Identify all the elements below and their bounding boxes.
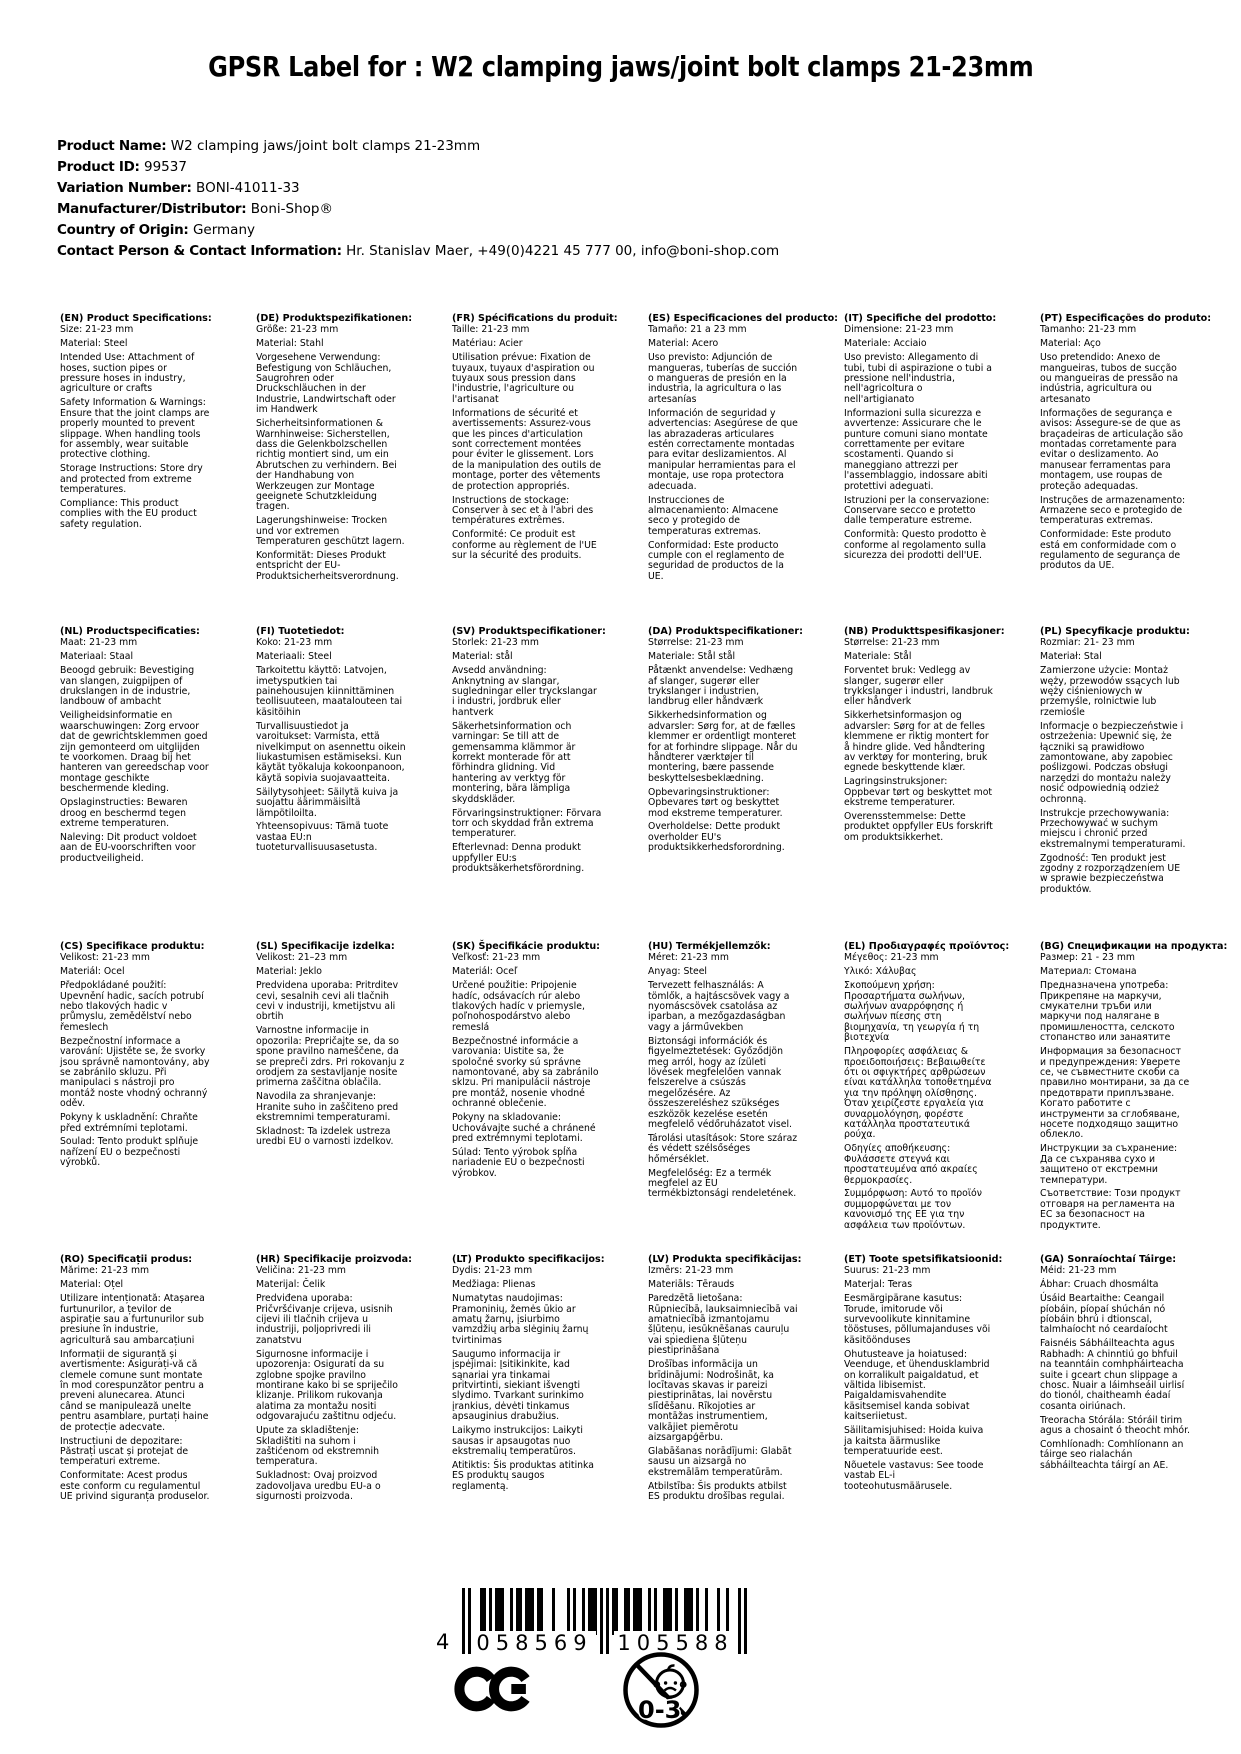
lang-block-heading: (RO) Specificații produs: xyxy=(60,1254,193,1265)
lang-block-paragraph: Rozmiar: 21- 23 mm xyxy=(1040,637,1135,649)
lang-block-paragraph: Material: Aço xyxy=(1040,338,1101,350)
lang-block-paragraph: Velikost: 21–23 mm xyxy=(256,952,348,964)
lang-block-heading: (BG) Спецификации на продукта: xyxy=(1040,941,1228,952)
lang-block-paragraph: Koko: 21-23 mm xyxy=(256,637,333,649)
lang-block-paragraph: Varnostne informacije in opozorila: Prepričajte se, da so spone pravilno nameščene, da se prepreči zdrs. Pri rokovanju z orodjem za sestavljanje nosite primerna zaščitna oblačila. xyxy=(256,1025,405,1089)
lang-block-paragraph: Conformidade: Este produto está em conformidade com o regulamento de segurança de produtos da UE. xyxy=(1040,529,1181,572)
lang-block-paragraph: Opslaginstructies: Bewaren droog en beschermd tegen extreme temperaturen. xyxy=(60,797,188,829)
lang-block-paragraph: Opbevaringsinstruktioner: Opbevares tørt og beskyttet mod ekstreme temperaturer. xyxy=(648,786,783,819)
lang-block-paragraph: Tarkoitettu käyttö: Latvojen, imetysputkien tai painehousujen kiinnittäminen teollisuuteen, maatalouteen tai käsitöihin xyxy=(256,665,403,718)
lang-block-heading: (LV) Produkta specifikācijas: xyxy=(648,1254,802,1265)
lang-block-paragraph: Materiál: Oceľ xyxy=(452,966,518,978)
lang-block-paragraph: Materijal: Čelik xyxy=(256,1279,326,1291)
lang-block-nb xyxy=(844,626,1005,942)
lang-block-paragraph: Atbilstība: Šis produkts atbilst ES produktu drošības regulai. xyxy=(648,1480,787,1503)
lang-block-paragraph: Tárolási utasítások: Store száraz és védett szélsőséges hőmérséklet. xyxy=(648,1132,798,1165)
lang-block-heading: (FI) Tuotetiedot: xyxy=(256,626,345,637)
lang-block-paragraph: Bezpečnostní informace a varování: Ujistěte se, že svorky jsou správně namontovány, aby se zabránilo skluzu. Při manipulaci s nástroji pro montáž noste vhodný ochranný oděv. xyxy=(60,1035,210,1110)
lang-block-paragraph: Tamaño: 21 a 23 mm xyxy=(648,324,747,336)
lang-block-paragraph: Sukladnost: Ovaj proizvod zadovoljava uredbu EU-a o sigurnosti proizvoda. xyxy=(256,1470,381,1503)
lang-block-paragraph: Материал: Стомана xyxy=(1040,966,1137,978)
lang-block-en xyxy=(60,314,210,627)
header-field-label: Variation Number: xyxy=(57,180,197,196)
lang-block-paragraph: Materiál: Ocel xyxy=(60,966,125,978)
lang-block-hr xyxy=(256,1254,412,1503)
lang-block-heading: (PL) Specyfikacje produktu: xyxy=(1040,626,1190,637)
lang-block-paragraph: Bezpečnostné informácie a varovania: Uistite sa, že spoločné svorky sú správne namontované, aby sa zabránilo sklzu. Pri manipulácii nástroje pre montáž, nosenie vhodné ochranné oblečenie. xyxy=(452,1035,599,1110)
lang-block-et xyxy=(844,1254,1003,1502)
lang-block-paragraph: Zamierzone użycie: Montaż węży, przewodów ssących lub węży ciśnieniowych w przemyśle, rolnictwie lub rzemiośle xyxy=(1040,665,1180,718)
lang-block-paragraph: Предназначена употреба: Прикрепяне на маркучи, смукателни тръби или маркучи под налягане в промишлеността, селското стопанство или занаятите xyxy=(1040,980,1175,1044)
header-field-label: Product Name: xyxy=(57,138,171,154)
lang-block-paragraph: Paredzētā lietošana: Rūpniecībā, lauksaimniecībā vai amatniecībā izmantojamu šļūteņu, iesūknēšanas cauruļu vai spiediena šļūteņu piestiprināšana xyxy=(648,1293,798,1357)
header-field xyxy=(57,157,779,178)
lang-block-paragraph: Conformité: Ce produit est conforme au règlement de l'UE sur la sécurité des produits. xyxy=(452,529,597,562)
header-field-value: BONI-41011-33 xyxy=(196,180,300,196)
page-title-text: GPSR Label for : W2 clamping jaws/joint bolt clamps 21-23mm xyxy=(207,50,1034,83)
lang-block-paragraph: Konformität: Dieses Produkt entspricht der EU-Produktsicherheitsverordnung. xyxy=(256,550,399,582)
lang-block-heading: (NB) Produkttspesifikasjoner: xyxy=(844,626,1005,637)
lang-block-paragraph: Säilitamisjuhised: Hoida kuiva ja kaitsta äärmuslike temperatuuride eest. xyxy=(844,1425,984,1457)
lang-block-paragraph: Suurus: 21-23 mm xyxy=(844,1265,931,1277)
barcode xyxy=(436,1588,747,1655)
lang-block-paragraph: Størrelse: 21-23 mm xyxy=(648,637,744,649)
lang-block-paragraph: Размер: 21 - 23 mm xyxy=(1040,952,1135,964)
lang-block-paragraph: Úsáid Beartaithe: Ceangail píobáin, píopaí shúchán nó píobáin bhrú i dtionscal, talmhaíocht nó ceardaíocht xyxy=(1040,1293,1168,1336)
header-field-label: Product ID: xyxy=(57,159,144,175)
lang-block-paragraph: Informații de siguranță și avertismente: Asigurați-vă că clemele comune sunt montate în mod corespunzător pentru a preveni alunecarea. Atunci când se manipulează unelte pentru asamblare, purtați haine de protecție adecvate. xyxy=(60,1348,209,1433)
lang-block-paragraph: Navodila za shranjevanje: Hranite suho in zaščiteno pred ekstremnimi temperaturami. xyxy=(256,1091,399,1124)
lang-block-fr xyxy=(452,313,618,627)
lang-block-paragraph: Avsedd användning: Anknytning av slangar, sugledningar eller tryckslangar i industri, jordbruk eller hantverk xyxy=(452,665,597,718)
lang-block-paragraph: Beoogd gebruik: Bevestiging van slangen, zuigpijpen of drukslangen in de industrie, landbouw of ambacht xyxy=(60,665,195,708)
lang-block-paragraph: Materiaal: Staal xyxy=(60,651,134,663)
lang-block-paragraph: Yhteensopivuus: Tämä tuote vastaa EU:n tuoteturvallisuusasetusta. xyxy=(256,821,389,854)
lang-block-heading: (ES) Especificaciones del producto: xyxy=(648,313,839,324)
header-field-label: Manufacturer/Distributor: xyxy=(57,201,251,217)
lang-block-sv xyxy=(452,626,606,942)
lang-block-paragraph: Compliance: This product complies with the EU product safety regulation. xyxy=(60,498,197,530)
lang-block-paragraph: Material: Acero xyxy=(648,338,719,350)
lang-block-paragraph: Sikkerhedsinformation og advarsler: Sørg for, at de fælles klemmer er ordentligt monteret for at forhindre slippage. Når du håndterer værktøjer til montering, bære passende beskyttelsesbeklædning. xyxy=(648,710,798,784)
lang-block-heading: (PT) Especificações do produto: xyxy=(1040,313,1212,324)
lang-block-heading: (EN) Product Specifications: xyxy=(60,313,212,324)
age-warning-text: 0-3 xyxy=(638,1696,682,1724)
lang-block-heading: (DA) Produktspecifikationer: xyxy=(648,626,803,637)
lang-block-paragraph: Medžiaga: Plienas xyxy=(452,1279,536,1291)
lang-block-heading: (EL) Προδιαγραφές προϊόντος: xyxy=(844,941,1010,952)
header-field xyxy=(57,199,779,220)
lang-block-heading: (SK) Špecifikácie produktu: xyxy=(452,941,601,952)
lang-block-paragraph: Informações de segurança e avisos: Assegure-se de que as braçadeiras de articulação são montadas corretamente para evitar o deslizamento. Ao manusear ferramentas para montagem, use roupas de proteção adequadas. xyxy=(1040,407,1184,492)
lang-block-heading: (ET) Toote spetsifikatsioonid: xyxy=(844,1254,1003,1265)
lang-block-pt xyxy=(1040,313,1212,627)
lang-block-paragraph: Istruzioni per la conservazione: Conservare secco e protetto dalle temperature estreme. xyxy=(844,494,990,527)
header-field xyxy=(57,178,779,199)
lang-block-heading: (NL) Productspecificaties: xyxy=(60,626,200,637)
lang-block-de xyxy=(256,313,413,627)
baby-face-icon xyxy=(657,1670,684,1697)
lang-block-lt xyxy=(452,1254,605,1502)
lang-block-paragraph: Dydis: 21-23 mm xyxy=(452,1265,533,1277)
lang-block-paragraph: Safety Information & Warnings: Ensure that the joint clamps are properly mounted to prevent slippage. When handling tools for assembly, wear suitable protective clothing. xyxy=(60,397,210,461)
lang-block-paragraph: Storage Instructions: Store dry and protected from extreme temperatures. xyxy=(60,463,203,496)
lang-block-paragraph: Μέγεθος: 21-23 mm xyxy=(844,952,939,964)
lang-block-bg xyxy=(1040,941,1228,1255)
lang-block-paragraph: Material: stål xyxy=(452,651,513,663)
lang-block-paragraph: Informacje o bezpieczeństwie i ostrzeżenia: Upewnić się, że łączniki są prawidłowo zamontowane, aby zapobiec poślizgowi. Podczas obsługi narzędzi do montażu należy nosić odpowiednią odzież ochronną. xyxy=(1040,720,1184,805)
lang-block-paragraph: Mărime: 21-23 mm xyxy=(60,1265,150,1277)
product-info xyxy=(57,136,779,262)
lang-block-heading: (SL) Specifikacije izdelka: xyxy=(256,941,395,952)
header-field-label: Country of Origin: xyxy=(57,222,193,238)
lang-block-paragraph: Materiāls: Tērauds xyxy=(648,1279,735,1291)
lang-block-paragraph: Storlek: 21-23 mm xyxy=(452,637,539,649)
lang-block-paragraph: Materiale: Stål xyxy=(844,651,912,663)
lang-block-paragraph: Conformidad: Este producto cumple con el reglamento de seguridad de productos de la UE. xyxy=(648,539,785,582)
lang-block-paragraph: Veličina: 21-23 mm xyxy=(256,1265,346,1277)
lang-block-paragraph: Faisnéis Sábháilteachta agus Rabhadh: A chinntiú go bhfuil na teanntáin comhpháirteacha suite i gceart chun slippage a chosc. Nuair a láimhseáil uirlisí do tionól, chaitheamh éadaí cosanta oiriúnach. xyxy=(1040,1338,1185,1412)
lang-block-paragraph: Lagerungshinweise: Trocken und vor extremen Temperaturen geschützt lagern. xyxy=(256,515,405,548)
lang-block-paragraph: Tamanho: 21-23 mm xyxy=(1040,324,1137,336)
lang-block-paragraph: Instrucciones de almacenamiento: Almacene seco y protegido de temperaturas extremas. xyxy=(648,494,779,537)
lang-block-paragraph: Předpokládané použití: Upevnění hadic, sacích potrubí nebo tlakových hadic v průmyslu, zemědělství nebo řemeslech xyxy=(60,980,204,1033)
lang-block-heading: (HU) Termékjellemzők: xyxy=(648,941,771,952)
lang-block-paragraph: Πληροφορίες ασφάλειας & προειδοποιήσεις: Βεβαιωθείτε ότι οι σφιγκτήρες αρθρώσεων είναι κατάλληλα τοποθετημένα για την πρόληψη ολίσθησης. Όταν χειρίζεστε εργαλεία για συναρμολόγηση, φορέστε κατάλληλα προστατευτικά ρούχα. xyxy=(844,1046,992,1141)
lang-block-paragraph: Overensstemmelse: Dette produktet oppfyller EUs forskrift om produktsikkerhet. xyxy=(844,811,993,843)
lang-block-heading: (IT) Specifiche del prodotto: xyxy=(844,313,997,324)
header-field-value: W2 clamping jaws/joint bolt clamps 21-23mm xyxy=(170,138,481,154)
lang-block-paragraph: Dimensione: 21-23 mm xyxy=(844,324,954,336)
lang-block-paragraph: Instructions de stockage: Conserver à sec et à l'abri des températures extrêmes. xyxy=(452,494,594,527)
barcode-first-digit: 4 xyxy=(436,1630,450,1654)
lang-block-cs xyxy=(60,942,210,1255)
lang-block-paragraph: Laikymo instrukcijos: Laikyti sausas ir apsaugotas nuo ekstremalių temperatūros. xyxy=(452,1425,583,1457)
lang-block-paragraph: Инструкции за съхранение: Да се съхранява сухо и защитено от екстремни температури. xyxy=(1040,1143,1178,1186)
lang-block-sk xyxy=(452,942,602,1255)
lang-block-paragraph: Maat: 21-23 mm xyxy=(60,637,138,649)
lang-block-paragraph: Matériau: Acier xyxy=(452,338,523,350)
lang-block-paragraph: Materiaali: Steel xyxy=(256,651,332,663)
lang-block-paragraph: Material: Steel xyxy=(60,338,128,350)
lang-block-paragraph: Intended Use: Attachment of hoses, suction pipes or pressure hoses in industry, agriculture or crafts xyxy=(60,352,195,395)
lang-block-paragraph: Efterlevnad: Denna produkt uppfyller EU:s produktsäkerhetsförordning. xyxy=(452,842,585,875)
lang-block-paragraph: Lagringsinstruksjoner: Oppbevar tørt og beskyttet mot ekstreme temperaturer. xyxy=(844,776,993,809)
lang-block-paragraph: Sicherheitsinformationen & Warnhinweise: Sicherstellen, dass die Gelenkbolzschellen richtig montiert sind, um ein Abrutschen zu verhindern. Bei der Handhabung von Werkzeugen zur Montage geeignete Schutzkleidung tragen. xyxy=(256,418,397,513)
lang-block-paragraph: Soulad: Tento produkt splňuje nařízení EU o bezpečnosti výrobků. xyxy=(60,1136,199,1169)
lang-block-paragraph: Naleving: Dit product voldoet aan de EU-voorschriften voor productveiligheid. xyxy=(60,831,197,864)
lang-block-heading: (GA) Sonraíochtaí Táirge: xyxy=(1040,1254,1177,1265)
lang-block-paragraph: Biztonsági információk és figyelmeztetések: Győződjön meg arról, hogy az ízületi lövések megfelelően vannak felszerelve a csúszás megelőzésére. Az összeszereléshez szükséges eszközök kezelése esetén megfelelő védőruházatot visel. xyxy=(648,1035,793,1130)
lang-block-paragraph: Material: Jeklo xyxy=(256,966,322,978)
lang-block-paragraph: Συμμόρφωση: Αυτό το προϊόν συμμορφώνεται με τον κανονισμό της ΕΕ για την ασφάλεια των προϊόντων. xyxy=(844,1188,982,1231)
lang-block-paragraph: Veiligheidsinformatie en waarschuwingen: Zorg ervoor dat de gewrichtsklemmen goed zijn gemonteerd om uitglijden te voorkomen. Draag bij het hanteren van gereedschap voor montage geschikte beschermende kleding. xyxy=(60,710,209,795)
lang-block-paragraph: Zgodność: Ten produkt jest zgodny z rozporządzeniem UE w sprawie bezpieczeństwa produktów. xyxy=(1040,852,1181,895)
lang-block-paragraph: Materjal: Teras xyxy=(844,1279,913,1291)
lang-block-paragraph: Υλικό: Χάλυβας xyxy=(844,966,917,978)
lang-block-hu xyxy=(648,942,798,1255)
lang-block-paragraph: Predvidena uporaba: Pritrditev cevi, sesalnih cevi ali tlačnih cevi v industriji, kmetijstvu ali obrtih xyxy=(256,980,399,1023)
lang-block-paragraph: Skladnost: Ta izdelek ustreza uredbi EU o varnosti izdelkov. xyxy=(256,1126,394,1148)
lang-block-paragraph: Méret: 21-23 mm xyxy=(648,952,729,964)
age-warning-0-3-icon xyxy=(622,1651,700,1733)
lang-block-paragraph: Súlad: Tento výrobok spĺňa nariadenie EÚ o bezpečnosti výrobkov. xyxy=(452,1146,585,1179)
page-title xyxy=(0,50,1241,83)
lang-block-paragraph: Pokyny na skladovanie: Uchovávajte suché a chránené pred extrémnymi teplotami. xyxy=(452,1112,596,1144)
lang-block-paragraph: Uso pretendido: Anexo de mangueiras, tubos de sucção ou mangueiras de pressão na indústria, agricultura ou artesanato xyxy=(1040,352,1179,405)
lang-block-paragraph: Material: Stahl xyxy=(256,338,324,350)
lang-block-nl xyxy=(60,627,210,942)
lang-block-paragraph: Treoracha Stórála: Stóráil tirim agus a chosaint ó theocht mhór. xyxy=(1040,1414,1191,1437)
lang-block-paragraph: Съответствие: Този продукт отговаря на регламента на ЕС за безопасност на продуктите. xyxy=(1040,1188,1181,1231)
lang-block-heading: (CS) Specifikace produktu: xyxy=(60,941,205,952)
lang-block-heading: (HR) Specifikacije proizvoda: xyxy=(256,1254,412,1265)
lang-block-paragraph: Megfelelőség: Ez a termék megfelel az EU termékbiztonsági rendeletének. xyxy=(648,1167,797,1200)
lang-block-paragraph: Size: 21-23 mm xyxy=(60,324,134,336)
lang-block-paragraph: Určené použitie: Pripojenie hadíc, odsávacích rúr alebo tlakových hadíc v priemysle, poľnohospodárstvo alebo remeslá xyxy=(452,980,585,1033)
lang-block-paragraph: Numatytas naudojimas: Pramoninių, žemės ūkio ar amatų žarnų, įsiurbimo vamzdžių arba slėginių žarnų tvirtinimas xyxy=(452,1293,589,1346)
lang-block-paragraph: Informations de sécurité et avertissements: Assurez-vous que les pinces d'articulation sont correctement montées pour éviter le glissement. Lors de la manipulation des outils de montage, porter des vêtements de protection appropriés. xyxy=(452,407,602,492)
lang-block-paragraph: Materiale: Acciaio xyxy=(844,338,927,350)
lang-block-paragraph: Pokyny k uskladnění: Chraňte před extrémními teplotami. xyxy=(60,1112,198,1134)
lang-block-paragraph: Materiale: Stål stål xyxy=(648,651,736,663)
lang-block-paragraph: Förvaringsinstruktioner: Förvara torr och skyddad från extrema temperaturer. xyxy=(452,807,602,840)
lang-block-paragraph: Sikkerhetsinformasjon og advarsler: Sørg for at de felles klemmene er riktig montert for å hindre glide. Ved håndtering av verktøy for montering, bruk egnede beskyttende klær. xyxy=(844,710,989,774)
lang-block-paragraph: Velikost: 21-23 mm xyxy=(60,952,150,964)
lang-block-heading: (DE) Produktspezifikationen: xyxy=(256,313,413,324)
lang-block-heading: (LT) Produkto specifikacijos: xyxy=(452,1254,605,1265)
header-field-value: Germany xyxy=(192,222,255,238)
lang-block-paragraph: Upute za skladištenje: Skladištiti na suhom i zaštićenom od ekstremnih temperatura. xyxy=(256,1425,379,1468)
header-field xyxy=(57,136,779,157)
header-field-value: Boni-Shop® xyxy=(250,201,333,217)
lang-block-paragraph: Información de seguridad y advertencias: Asegúrese de que las abrazaderas articulares estén correctamente montadas para evitar deslizamientos. Al manipular herramientas para el montaje, use ropa protectora adecuada. xyxy=(648,407,798,492)
lang-block-paragraph: Vorgesehene Verwendung: Befestigung von Schläuchen, Saugrohren oder Druckschläuchen in der Industrie, Landwirtschaft oder im Handwerk xyxy=(256,352,396,416)
lang-block-paragraph: Информация за безопасност и предупреждения: Уверете се, че съвместните скоби са правилно монтирани, за да се предотврати приплъзване. Когато работите с инструменти за сглобяване, носете подходящо защитно облекло. xyxy=(1040,1046,1190,1141)
lang-block-paragraph: Forventet bruk: Vedlegg av slanger, sugerør eller trykkslanger i industri, landbruk eller håndverk xyxy=(844,665,993,708)
lang-block-paragraph: Turvallisuustiedot ja varoitukset: Varmista, että nivelkimput on asennettu oikein liukastumisen estämiseksi. Kun käytät työkaluja kokoonpanoon, käytä sopivia suojavaatteita. xyxy=(256,720,406,784)
lang-block-paragraph: Taille: 21-23 mm xyxy=(452,324,530,336)
language-blocks-grid xyxy=(60,313,1228,1503)
lang-block-paragraph: Utilisation prévue: Fixation de tuyaux, tuyaux d'aspiration ou tuyaux sous pression dans l'industrie, l'agriculture ou l'artisanat xyxy=(452,352,595,405)
lang-block-paragraph: Οδηγίες αποθήκευσης: Φυλάσσετε στεγνά και προστατευμένα από ακραίες θερμοκρασίες. xyxy=(844,1143,978,1186)
lang-block-ga xyxy=(1040,1255,1190,1502)
lang-block-heading: (SV) Produktspecifikationer: xyxy=(452,626,606,637)
lang-block-paragraph: Materiał: Stal xyxy=(1040,651,1102,663)
lang-block-paragraph: Nõuetele vastavus: See toode vastab EL-i tooteohutusmäärusele. xyxy=(844,1459,984,1492)
lang-block-paragraph: Saugumo informacija ir įspėjimai: Įsitikinkite, kad sąnariai yra tinkamai pritvirtinti, siekiant išvengti slydimo. Tvarkant surinkimo įrankius, dėvėti tinkamus apsauginius drabužius. xyxy=(452,1348,584,1423)
lang-block-lv xyxy=(648,1254,802,1503)
lang-block-paragraph: Ohutusteave ja hoiatused: Veenduge, et ühendusklambrid on korralikult paigaldatud, et vältida libisemist. Paigaldamisvahendite käsitsemisel kanda sobivat kaitseriietust. xyxy=(844,1348,990,1423)
lang-block-paragraph: Utilizare intenționată: Atașarea furtunurilor, a țevilor de aspirație sau a furtunurilor sub presiune în industrie, agricultură sau ambarcațiuni xyxy=(60,1293,205,1346)
lang-block-paragraph: Størrelse: 21-23 mm xyxy=(844,637,940,649)
header-field xyxy=(57,220,779,241)
lang-block-paragraph: Uso previsto: Adjunción de mangueras, tuberías de succión o mangueras de presión en la industria, la agricultura o las artesanías xyxy=(648,352,798,405)
lang-block-paragraph: Predviđena uporaba: Pričvršćivanje crijeva, usisnih cijevi ili tlačnih crijeva u industriji, poljoprivredi ili zanatstvu xyxy=(256,1293,393,1346)
lang-block-paragraph: Anyag: Steel xyxy=(648,966,708,978)
lang-block-paragraph: Conformitate: Acest produs este conform cu regulamentul UE privind siguranța produselor. xyxy=(60,1470,210,1503)
lang-block-sl xyxy=(256,942,406,1255)
header-field-value: 99537 xyxy=(144,159,187,175)
lang-block-paragraph: Material: Oțel xyxy=(60,1279,124,1291)
header-field-value: Hr. Stanislav Maer, +49(0)4221 45 777 00, info@boni-shop.com xyxy=(346,243,780,259)
lang-block-es xyxy=(648,313,839,627)
lang-block-paragraph: Påtænkt anvendelse: Vedhæng af slanger, sugerør eller trykslanger i industrien, landbrug eller håndværk xyxy=(648,665,794,708)
lang-block-paragraph: Tervezett felhasználás: A tömlők, a hajtáscsövek vagy a nyomáscsövek csatolása az iparban, a mezőgazdaságban vagy a járművekben xyxy=(648,980,790,1033)
lang-block-paragraph: Säkerhetsinformation och varningar: Se till att de gemensamma klämmor är korrekt monterade för att förhindra glidning. Vid hantering av verktyg för montering, bära lämpliga skyddskläder. xyxy=(452,720,576,805)
lang-block-paragraph: Instruções de armazenamento: Armazene seco e protegido de temperaturas extremas. xyxy=(1040,494,1186,527)
header-field xyxy=(57,241,779,262)
lang-block-paragraph: Comhlíonadh: Comhlíonann an táirge seo rialachán sábháilteachta táirgí an AE. xyxy=(1040,1439,1184,1471)
lang-block-paragraph: Eesmärgipärane kasutus: Torude, imitorude või survevoolikute kinnitamine tööstuses, põllumajanduses või käsitöönduses xyxy=(844,1293,991,1346)
lang-block-paragraph: Σκοπούμενη χρήση: Προσαρτήματα σωλήνων, σωλήνων αναρρόφησης ή σωλήνων πίεσης στη βιομηχανία, τη γεωργία ή τη βιοτεχνία xyxy=(844,980,980,1044)
lang-block-paragraph: Conformità: Questo prodotto è conforme al regolamento sulla sicurezza dei prodotti dell'UE. xyxy=(844,529,987,562)
lang-block-pl xyxy=(1040,627,1190,942)
lang-block-da xyxy=(648,626,803,942)
lang-block-ro xyxy=(60,1255,210,1502)
lang-block-fi xyxy=(256,627,406,942)
lang-block-paragraph: Informazioni sulla sicurezza e avvertenze: Assicurare che le punture comuni siano montate correttamente per evitare scostamenti. Quando si maneggiano attrezzi per l'assemblaggio, indossare abiti protettivi adeguati. xyxy=(844,407,988,492)
lang-block-paragraph: Veľkosť: 21-23 mm xyxy=(452,952,541,964)
lang-block-paragraph: Instrukcje przechowywania: Przechowywać w suchym miejscu i chronić przed ekstremalnymi temperaturami. xyxy=(1040,807,1186,850)
lang-block-paragraph: Säilytysohjeet: Säilytä kuiva ja suojattu äärimmäisiltä lämpötiloilta. xyxy=(256,786,399,819)
lang-block-paragraph: Größe: 21-23 mm xyxy=(256,324,339,336)
lang-block-paragraph: Glabāšanas norādījumi: Glabāt sausu un aizsargā no ekstremālām temperatūrām. xyxy=(648,1445,792,1478)
lang-block-paragraph: Uso previsto: Allegamento di tubi, tubi di aspirazione o tubi a pressione nell'industria, nell'agricoltura o nell'artigianato xyxy=(844,352,992,405)
header-field-label: Contact Person & Contact Information: xyxy=(57,243,347,259)
lang-block-heading: (FR) Spécifications du produit: xyxy=(452,313,618,324)
lang-block-el xyxy=(844,941,1010,1255)
lang-block-paragraph: Sigurnosne informacije i upozorenja: Osigurati da su zglobne spojke pravilno montirane kako bi se spriječilo klizanje. Prilikom rukovanja alatima za montažu nositi odgovarajuću zaštitnu odjeću. xyxy=(256,1348,398,1423)
lang-block-paragraph: Atitiktis: Šis produktas atitinka ES produktų saugos reglamentą. xyxy=(452,1459,594,1492)
lang-block-paragraph: Izmērs: 21-23 mm xyxy=(648,1265,734,1277)
barcode-right-digits: 105588 xyxy=(614,1631,737,1655)
lang-block-it xyxy=(844,313,997,627)
lang-block-paragraph: Overholdelse: Dette produkt overholder EU's produktsikkerhedsforordning. xyxy=(648,821,785,854)
lang-block-paragraph: Ábhar: Cruach dhosmálta xyxy=(1040,1279,1159,1291)
lang-block-paragraph: Méid: 21-23 mm xyxy=(1040,1265,1117,1277)
barcode-left-digits: 058569 xyxy=(473,1631,596,1655)
lang-block-paragraph: Instrucțiuni de depozitare: Păstrați uscat și protejat de temperaturi extreme. xyxy=(60,1435,189,1468)
lang-block-paragraph: Drošības informācija un brīdinājumi: Nodrošināt, ka locītavas skavas ir pareizi piestiprinātas, lai novērstu slīdēšanu. Rīkojoties ar montāžas instrumentiem, valkājiet piemērotu aizsargapģērbu. xyxy=(648,1359,774,1443)
ce-mark-icon xyxy=(453,1660,535,1722)
